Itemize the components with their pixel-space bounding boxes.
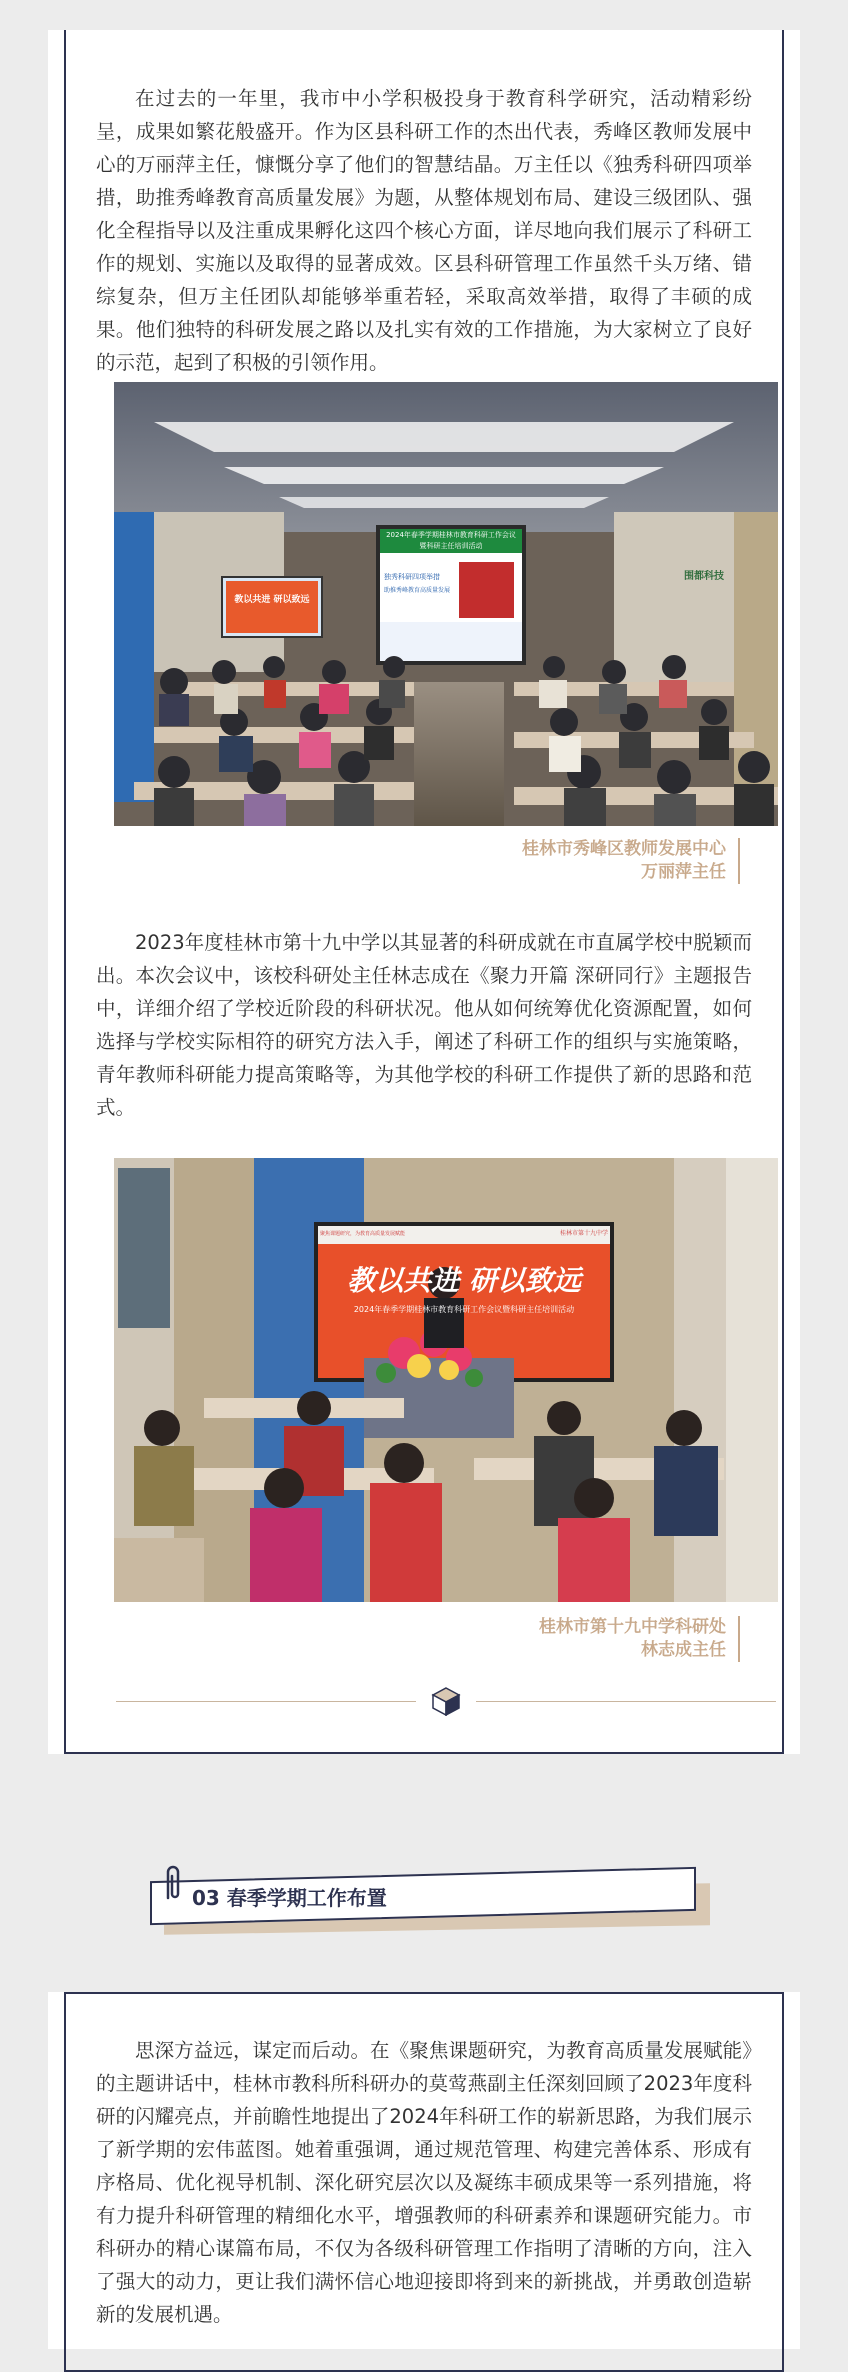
caption-2-line-1: 桂林市第十九中学科研处 xyxy=(539,1617,726,1637)
paragraph-linzhicheng: 2023年度桂林市第十九中学以其显著的科研成就在市直属学校中脱颖而出。本次会议中，该校科研处主任林志成在《聚力开篇 深研同行》主题报告中，详细介绍了学校近阶段的科研状况。他从如何统筹优化资源配置，如何选择与学校实际相符的研究方法入手，阐述了科研工作的组织与实施策略，青年教师科研能力提高策略等，为其他学校的科研工作提供了新的思路和范式。 xyxy=(96,931,752,1119)
section-title: 03 春季学期工作布置 xyxy=(192,1886,387,1910)
caption-1-line-1: 桂林市秀峰区教师发展中心 xyxy=(522,839,726,859)
card-frame-2 xyxy=(64,1992,784,2372)
wall-sign: 围都科技 xyxy=(684,571,724,582)
screen-title-1: 2024年春季学期桂林市教育科研工作会议 xyxy=(386,531,516,539)
screen-title-2: 暨科研主任培训活动 xyxy=(419,542,483,550)
caption-linzhicheng xyxy=(539,1616,740,1662)
paragraph-wanliping: 在过去的一年里，我市中小学积极投身于教育科学研究，活动精彩纷呈，成果如繁花般盛开。作为区县科研工作的杰出代表，秀峰区教师发展中心的万丽萍主任，慷慨分享了他们的智慧结晶。万主任以《独秀科研四项举措，助推秀峰教育高质量发展》为题，从整体规划布局、建设三级团队、强化全程指导以及注重成果孵化这四个核心方面，详尽地向我们展示了科研工作的规划、实施以及取得的显著成效。区县科研管理工作虽然千头万绪、错综复杂，但万主任团队却能够举重若轻，采取高效举措，取得了丰硕的成果。他们独特的科研发展之路以及扎实有效的工作措施，为大家树立了良好的示范，起到了积极的引领作用。 xyxy=(96,87,752,374)
caption-1-line-2: 万丽萍主任 xyxy=(641,862,726,882)
screen-2-top-left: 聚焦课题研究，为教育高质量发展赋能 xyxy=(320,1231,406,1237)
screen-2-top-right: 桂林市第十九中学 xyxy=(559,1230,608,1237)
paperclip-icon xyxy=(160,1862,186,1906)
article-card-1 xyxy=(48,30,800,1754)
cube-icon xyxy=(431,1686,461,1716)
article-card-2 xyxy=(48,1992,800,2349)
screen-body-1: 独秀科研四项举措 xyxy=(384,573,440,581)
screen-2-title: 教以共进 研以致远 xyxy=(347,1264,581,1297)
caption-wanliping xyxy=(522,838,740,884)
screen-2-subtitle: 2024年春季学期桂林市教育科研工作会议暨科研主任培训活动 xyxy=(353,1305,575,1314)
screen-body-2: 助推秀峰教育高质量发展 xyxy=(384,587,451,594)
paragraph-moyingyan: 思深方益远，谋定而后动。在《聚焦课题研究，为教育高质量发展赋能》的主题讲话中，桂林市教科所科研办的莫莺燕副主任深刻回顾了2023年度科研的闪耀亮点，并前瞻性地提出了2024年科研工作的崭新思路，为我们展示了新学期的宏伟蓝图。她着重强调，通过规范管理、构建完善体系、形成有序格局、优化视导机制、深化研究层次以及凝练丰硕成果等一系列措施，将有力提升科研管理的精细化水平，增强教师的科研素养和课题研究能力。市科研办的精心谋篇布局，不仅为各级科研管理工作指明了清晰的方向，注入了强大的动力，更让我们满怀信心地迎接即将到来的新挑战，并勇敢创造崭新的发展机遇。 xyxy=(96,2039,752,2326)
side-screen-title: 教以共进 研以致远 xyxy=(234,595,310,605)
meeting-hall-image xyxy=(114,382,778,826)
photo-speaker xyxy=(114,1158,778,1602)
photo-meeting-hall xyxy=(114,382,778,826)
caption-2-line-2: 林志成主任 xyxy=(641,1640,726,1660)
section-divider xyxy=(116,1686,776,1716)
section-heading xyxy=(150,1870,710,1950)
card-frame xyxy=(64,30,784,1754)
speaker-image xyxy=(114,1158,778,1602)
